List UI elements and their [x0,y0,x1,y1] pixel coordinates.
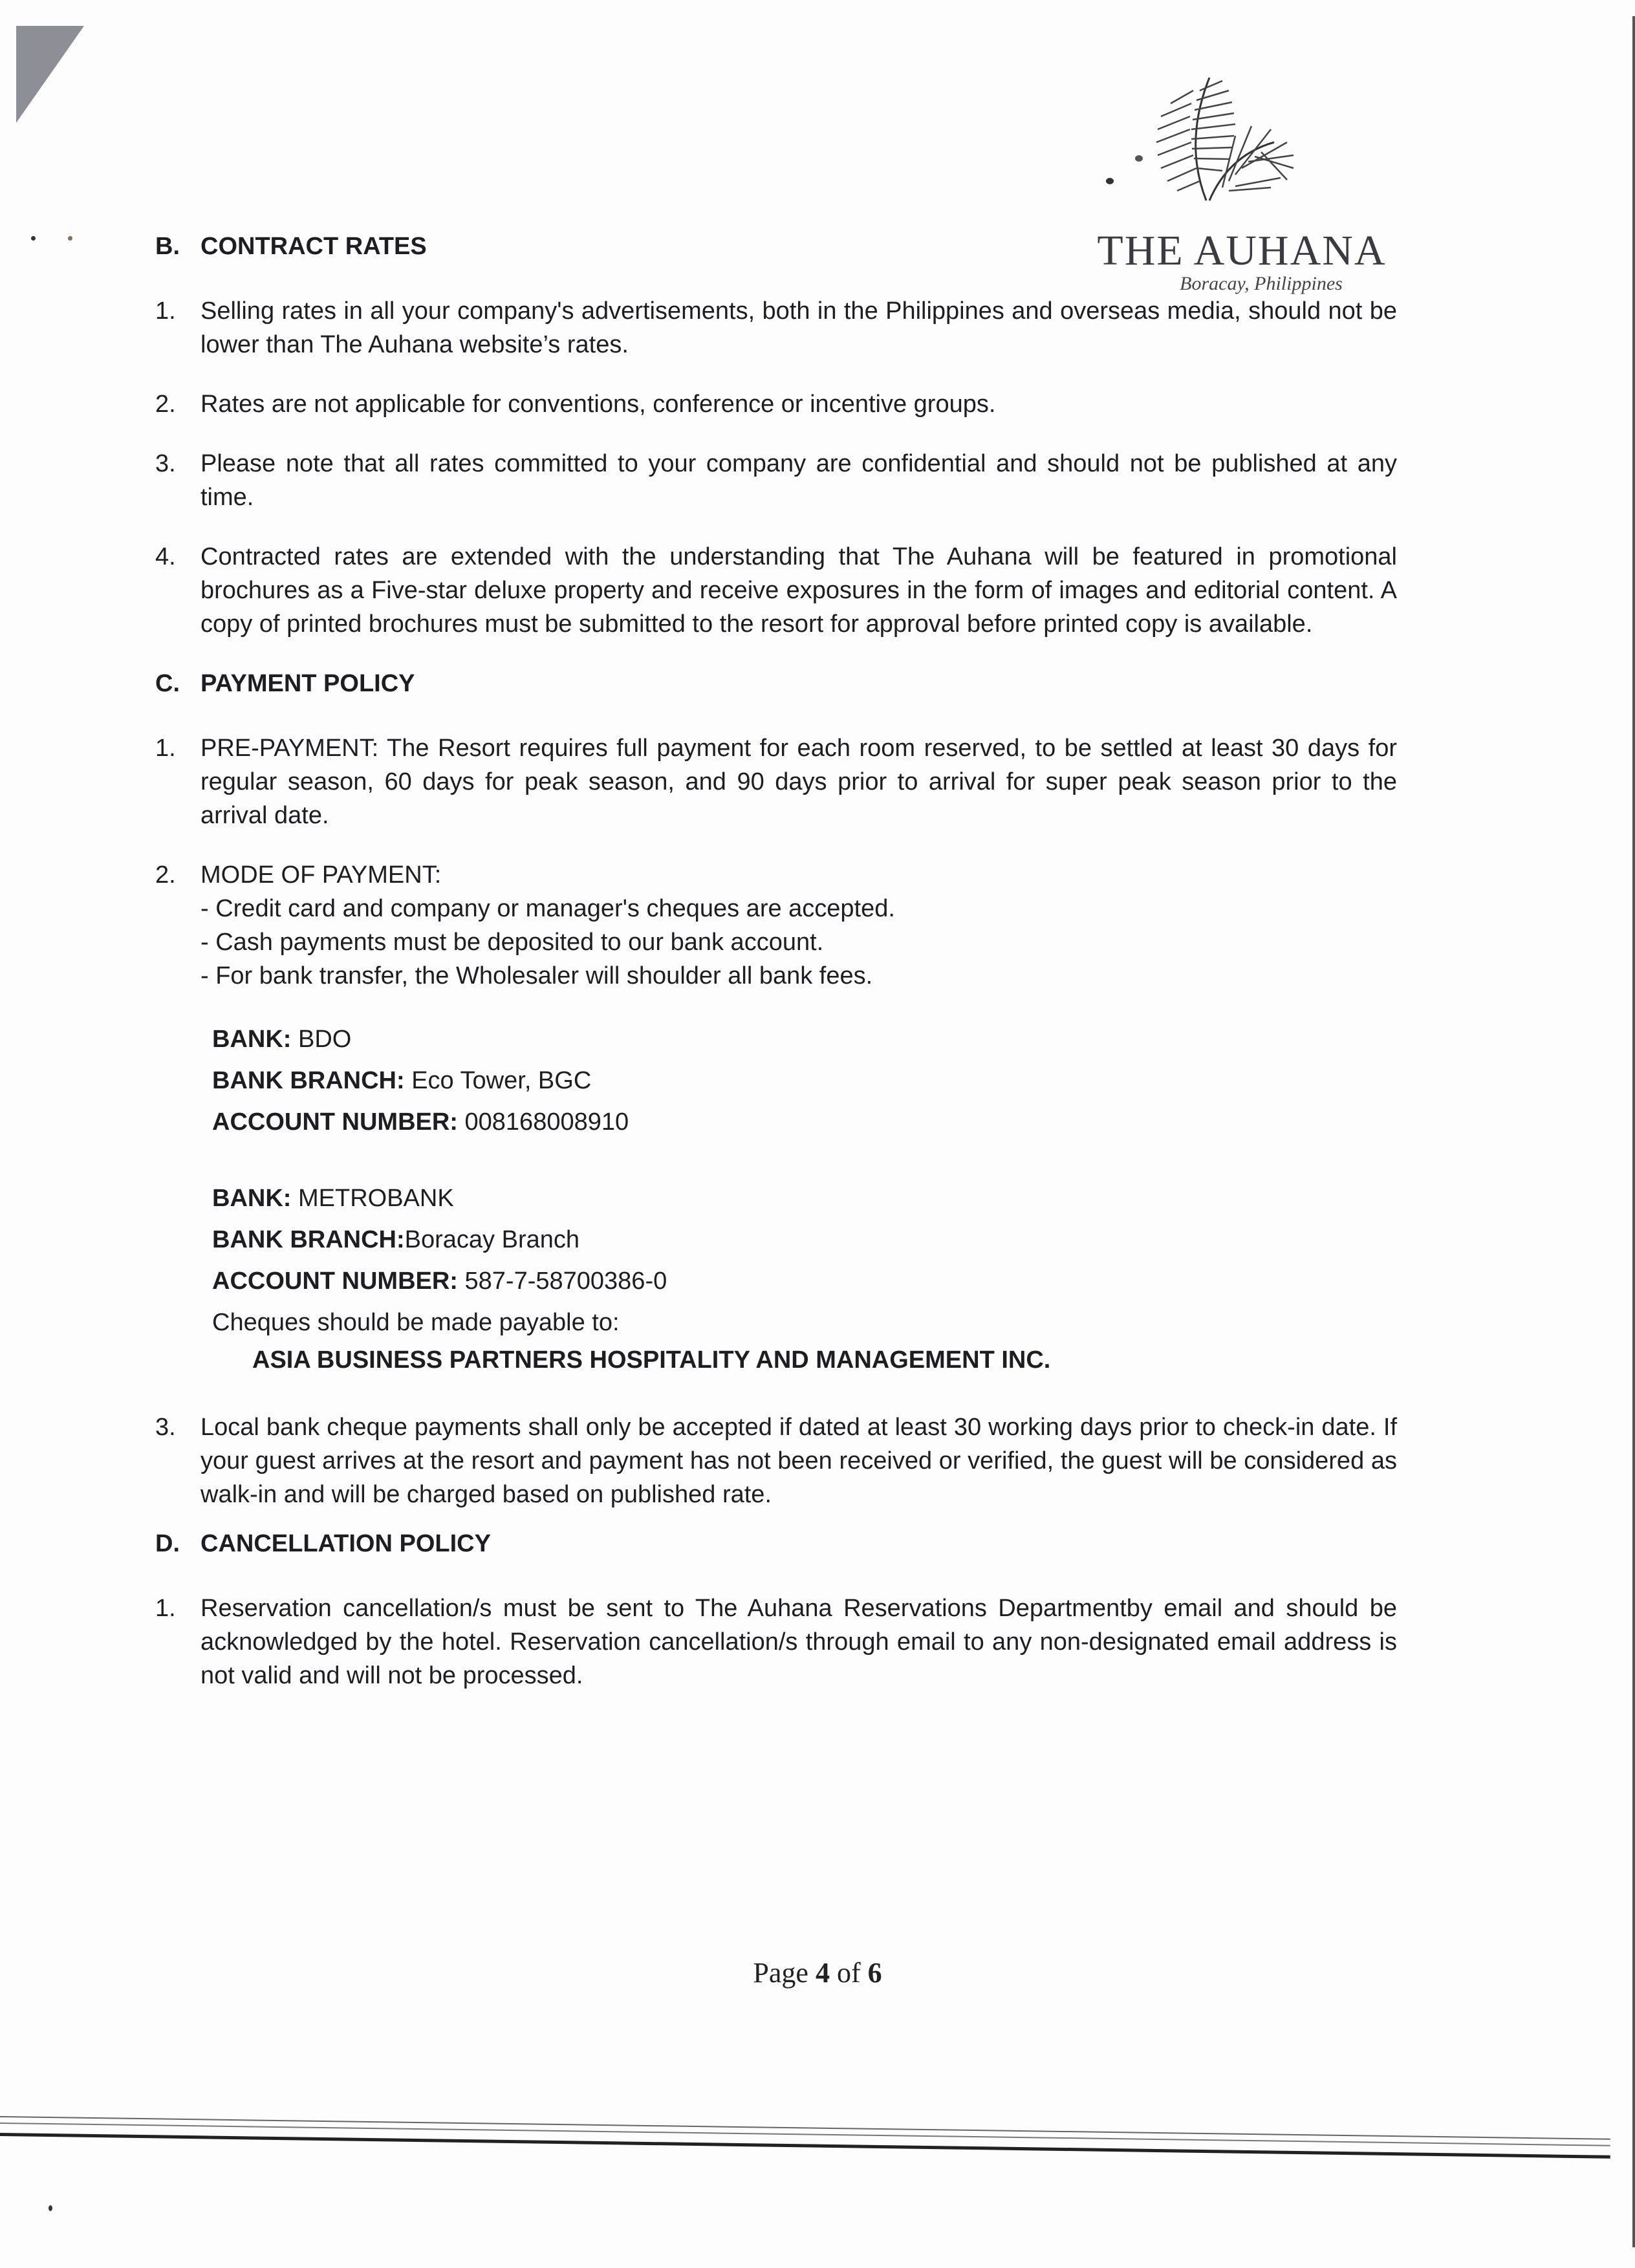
page-edge-shadow [1632,16,1635,2247]
list-item [155,540,1397,641]
current-page: 4 [815,1957,830,1989]
account-label: ACCOUNT NUMBER: [212,1108,458,1136]
bank-name: BDO [291,1026,352,1053]
section-heading-payment-policy [155,667,1397,700]
payee-name: ASIA BUSINESS PARTNERS HOSPITALITY AND MANAGEMENT INC. [252,1346,1051,1374]
list-item [155,447,1397,514]
scan-speck [68,236,72,241]
page-word: Page [753,1957,816,1989]
section-letter: D. [155,1530,180,1557]
document-body [155,230,1397,1692]
total-pages: 6 [867,1957,882,1989]
item-text: Rates are not applicable for conventions, conference or incentive groups. [200,391,996,418]
folded-corner [16,26,84,123]
section-letter: C. [155,670,180,697]
bank-details-bdo [155,1019,1397,1143]
payment-mode-line: - For bank transfer, the Wholesaler will shoulder all bank fees. [200,962,873,989]
list-item [155,387,1397,421]
item-title: MODE OF PAYMENT: [200,861,442,889]
item-number: 1. [155,297,176,325]
branch-label: BANK BRANCH: [212,1226,405,1253]
account-number: 008168008910 [457,1108,629,1136]
item-number: 4. [155,543,176,570]
scan-line [0,2122,1610,2146]
payment-mode-line: - Credit card and company or manager's cheques are accepted. [200,895,895,922]
item-text: Contracted rates are extended with the understanding that The Auhana will be featured in promotional brochures as a Five-star deluxe property and receive exposures in the form of images and editorial content. A copy of printed brochures must be submitted to the resort for approval before printed copy is available. [200,543,1397,638]
payment-mode-list [155,892,1397,993]
scan-speck [49,2205,52,2211]
bank-label: BANK: [212,1185,292,1212]
bank-branch: Eco Tower, BGC [404,1067,592,1094]
bank-label: BANK: [212,1026,292,1053]
of-word: of [829,1957,868,1989]
logo-dot [1106,178,1114,184]
scan-speck [31,236,36,241]
item-number: 1. [155,1595,176,1622]
item-text: Local bank cheque payments shall only be accepted if dated at least 30 working days prior to check-in date. If your guest arrives at the resort and payment has not been received or verified, the guest will be considered as walk-in and will be charged based on published rate. [200,1414,1397,1508]
list-item [155,731,1397,832]
list-item [155,1410,1397,1511]
list-item [155,1592,1397,1692]
bank-name: METROBANK [291,1185,454,1212]
logo-location: Boracay, Philippines [1180,273,1343,294]
item-number: 2. [155,391,176,418]
branch-label: BANK BRANCH: [212,1067,405,1094]
item-text: Selling rates in all your company's advertisements, both in the Philippines and overseas media, should not be lower than The Auhana website’s rates. [200,297,1397,358]
account-label: ACCOUNT NUMBER: [212,1268,458,1295]
payment-mode-line: - Cash payments must be deposited to our bank account. [200,929,824,956]
logo-name: THE AUHANA [1097,227,1387,274]
section-title: CANCELLATION POLICY [200,1530,491,1557]
page-number [0,1956,1635,1989]
item-text: Reservation cancellation/s must be sent to The Auhana Reservations Departmentby email and should be acknowledged by the hotel. Reservation cancellation/s through email to any non-designated email address is not valid and will not be processed. [200,1595,1397,1689]
section-title: CONTRACT RATES [200,233,427,260]
section-heading-contract-rates [155,230,1397,263]
item-text: PRE-PAYMENT: The Resort requires full payment for each room reserved, to be settled at least 30 days for regular season, 60 days for peak season, and 90 days prior to arrival for super peak season prior to the arrival date. [200,735,1397,829]
item-number: 3. [155,450,176,477]
bank-branch: Boracay Branch [404,1226,580,1253]
item-number: 2. [155,861,176,889]
item-number: 1. [155,735,176,762]
section-letter: B. [155,233,180,260]
section-title: PAYMENT POLICY [200,670,415,697]
bank-details-metrobank [155,1178,1397,1343]
item-number: 3. [155,1414,176,1441]
cheques-note: Cheques should be made payable to: [212,1309,620,1336]
account-number: 587-7-58700386-0 [457,1268,667,1295]
section-heading-cancellation-policy [155,1527,1397,1561]
list-item [155,294,1397,362]
palm-leaves-icon [1132,65,1300,220]
item-text: Please note that all rates committed to your company are confidential and should not be published at any time. [200,450,1397,511]
scan-line [0,2133,1610,2159]
list-item [155,858,1397,892]
